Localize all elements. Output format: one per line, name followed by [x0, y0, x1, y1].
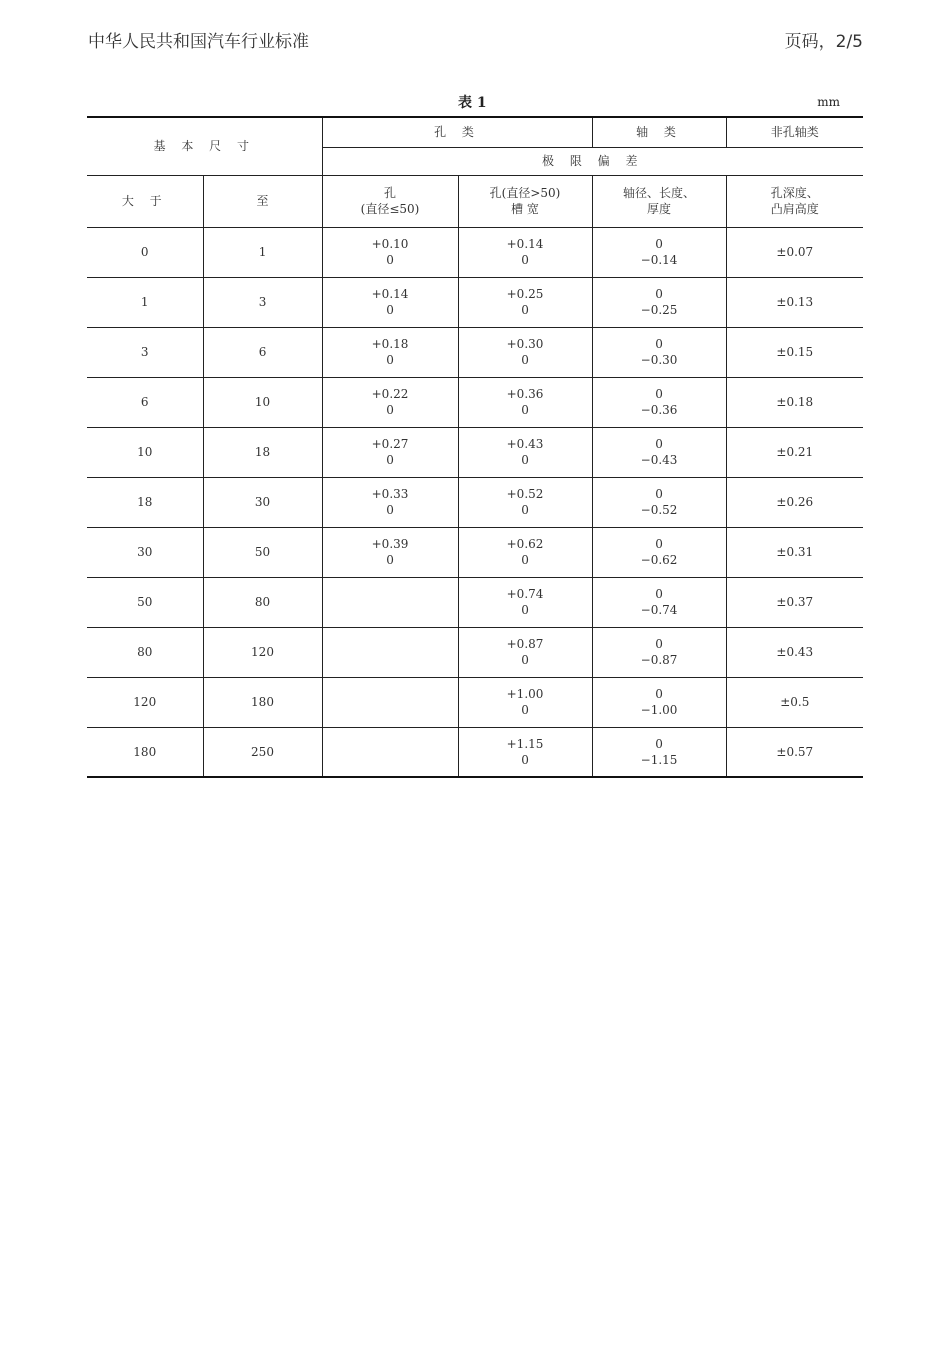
cell-over: 30: [87, 527, 203, 577]
cell-hole-small: [322, 427, 458, 477]
cell-shaft: [592, 427, 726, 477]
cell-hole-big: [458, 527, 592, 577]
cell-over: 6: [87, 377, 203, 427]
cell-hole-big: [458, 627, 592, 677]
table-unit: mm: [817, 95, 840, 109]
page-indicator: 页码，2/5: [784, 32, 863, 52]
header-limit-deviation: 极 限 偏 差: [322, 147, 863, 175]
cell-over: 3: [87, 327, 203, 377]
cell-hole-big-lower: 0: [521, 653, 529, 667]
cell-hole-small-upper: +0.33: [371, 487, 409, 501]
cell-hole-big-lower: 0: [521, 703, 529, 717]
header-hole-small: [322, 175, 458, 227]
cell-hole-small-lower: 0: [386, 253, 394, 267]
header-shaft-line1: 轴径、长度、: [623, 186, 696, 200]
cell-shaft-lower: −0.62: [640, 553, 678, 567]
cell-shaft-upper: 0: [655, 637, 663, 651]
cell-to: 120: [203, 627, 322, 677]
cell-over: 0: [87, 227, 203, 277]
cell-hole-big: [458, 727, 592, 777]
header-non-class: 非孔轴类: [726, 117, 863, 147]
cell-hole-small-upper: +0.22: [371, 387, 409, 401]
cell-non: ±0.21: [726, 427, 863, 477]
cell-shaft-upper: 0: [655, 237, 663, 251]
table-row: [87, 327, 863, 377]
cell-to: 180: [203, 677, 322, 727]
cell-hole-big-upper: +0.43: [506, 437, 544, 451]
cell-to: 18: [203, 427, 322, 477]
cell-hole-big-lower: 0: [521, 752, 529, 767]
cell-shaft: [592, 527, 726, 577]
cell-shaft-upper: 0: [655, 337, 663, 351]
cell-hole-small: [322, 477, 458, 527]
cell-hole-big-lower: 0: [521, 553, 529, 567]
header-to: 至: [203, 175, 322, 227]
cell-hole-big-upper: +0.87: [506, 637, 544, 651]
header-hole-big-line1: 孔(直径>50): [489, 186, 561, 200]
cell-over: 80: [87, 627, 203, 677]
cell-hole-big-upper: +1.00: [506, 687, 544, 701]
cell-to: 10: [203, 377, 322, 427]
cell-non: ±0.13: [726, 277, 863, 327]
cell-to: 6: [203, 327, 322, 377]
cell-over: 50: [87, 577, 203, 627]
cell-hole-big-lower: 0: [521, 503, 529, 517]
header-hole-big-line2: 槽 宽: [511, 202, 539, 216]
cell-hole-small-upper: +0.10: [371, 237, 409, 251]
table-row: [87, 277, 863, 327]
cell-non: ±0.18: [726, 377, 863, 427]
cell-to: 30: [203, 477, 322, 527]
document-title: 中华人民共和国汽车行业标准: [88, 32, 309, 52]
cell-shaft: [592, 577, 726, 627]
header-non-line2: 凸肩高度: [770, 202, 819, 216]
cell-to: 250: [203, 727, 322, 777]
cell-hole-big: [458, 577, 592, 627]
cell-to: 3: [203, 277, 322, 327]
cell-shaft-upper: 0: [655, 437, 663, 451]
cell-shaft-upper: 0: [655, 687, 663, 701]
cell-shaft: [592, 277, 726, 327]
cell-shaft: [592, 727, 726, 777]
cell-shaft: [592, 377, 726, 427]
cell-non: ±0.07: [726, 227, 863, 277]
cell-over: 120: [87, 677, 203, 727]
cell-hole-big: [458, 677, 592, 727]
cell-to: 80: [203, 577, 322, 627]
header-hole-big: [458, 175, 592, 227]
cell-shaft-upper: 0: [655, 537, 663, 551]
cell-hole-big-lower: 0: [521, 453, 529, 467]
cell-over: 1: [87, 277, 203, 327]
cell-hole-small-upper: +0.18: [371, 337, 409, 351]
cell-shaft-lower: −0.74: [640, 603, 678, 617]
cell-shaft-lower: −0.87: [640, 653, 678, 667]
table-row: [87, 627, 863, 677]
cell-shaft-upper: 0: [655, 387, 663, 401]
table-row: [87, 527, 863, 577]
header-over: 大 于: [87, 175, 203, 227]
cell-shaft-lower: −0.43: [640, 453, 678, 467]
cell-hole-big: [458, 477, 592, 527]
table-row: [87, 677, 863, 727]
header-basic-size: 基 本 尺 寸: [87, 117, 322, 175]
cell-hole-small-lower: 0: [386, 503, 394, 517]
cell-hole-small: [322, 327, 458, 377]
header-hole-small-line2: (直径≤50): [360, 202, 420, 216]
header-shaft-line2: 厚度: [647, 202, 672, 216]
table-caption: 表 1: [458, 95, 487, 111]
cell-shaft: [592, 227, 726, 277]
cell-shaft-upper: 0: [655, 487, 663, 501]
cell-hole-small-upper: +0.14: [371, 287, 409, 301]
table-row: [87, 377, 863, 427]
cell-hole-small-lower: 0: [386, 453, 394, 467]
table-row: [87, 477, 863, 527]
cell-shaft-lower: −0.14: [640, 253, 678, 267]
cell-shaft-lower: −1.00: [640, 703, 678, 717]
cell-hole-big: [458, 377, 592, 427]
table-row: [87, 427, 863, 477]
cell-over: 18: [87, 477, 203, 527]
cell-shaft-lower: −0.30: [640, 353, 678, 367]
table-row: [87, 227, 863, 277]
cell-hole-big-upper: +1.15: [506, 736, 544, 751]
cell-hole-big-upper: +0.52: [506, 487, 544, 501]
cell-hole-big-lower: 0: [521, 403, 529, 417]
header-shaft: [592, 175, 726, 227]
cell-non: ±0.15: [726, 327, 863, 377]
cell-hole-small: [322, 727, 458, 777]
cell-non: ±0.57: [726, 727, 863, 777]
cell-non: ±0.43: [726, 627, 863, 677]
cell-hole-small: [322, 577, 458, 627]
cell-hole-small: [322, 527, 458, 577]
table-row: [87, 577, 863, 627]
cell-shaft-lower: −0.25: [640, 303, 678, 317]
cell-hole-big-lower: 0: [521, 353, 529, 367]
cell-over: 10: [87, 427, 203, 477]
cell-hole-small-upper: +0.39: [371, 537, 409, 551]
cell-hole-big-upper: +0.14: [506, 237, 544, 251]
header-non-line1: 孔深度、: [770, 186, 819, 200]
cell-non: ±0.5: [726, 677, 863, 727]
cell-shaft: [592, 327, 726, 377]
cell-hole-big: [458, 227, 592, 277]
cell-shaft-upper: 0: [655, 736, 663, 751]
cell-hole-small-lower: 0: [386, 353, 394, 367]
cell-hole-big: [458, 327, 592, 377]
cell-hole-big-upper: +0.30: [506, 337, 544, 351]
cell-hole-small-upper: +0.27: [371, 437, 409, 451]
cell-shaft-upper: 0: [655, 287, 663, 301]
cell-hole-small: [322, 277, 458, 327]
cell-hole-small: [322, 227, 458, 277]
cell-hole-small: [322, 677, 458, 727]
cell-over: 180: [87, 727, 203, 777]
cell-to: 1: [203, 227, 322, 277]
header-hole-small-line1: 孔: [384, 186, 397, 200]
cell-non: ±0.31: [726, 527, 863, 577]
table-row: [87, 727, 863, 777]
cell-hole-big-upper: +0.25: [506, 287, 544, 301]
cell-hole-small: [322, 377, 458, 427]
cell-hole-big-upper: +0.36: [506, 387, 544, 401]
cell-hole-small-lower: 0: [386, 303, 394, 317]
cell-hole-big: [458, 427, 592, 477]
cell-hole-big-lower: 0: [521, 603, 529, 617]
header-shaft-class: 轴 类: [592, 117, 726, 147]
header-hole-class: 孔 类: [322, 117, 592, 147]
cell-shaft-lower: −0.36: [640, 403, 678, 417]
cell-hole-small-lower: 0: [386, 403, 394, 417]
cell-hole-big-upper: +0.74: [506, 587, 544, 601]
cell-hole-big: [458, 277, 592, 327]
cell-shaft-lower: −0.52: [640, 503, 678, 517]
cell-non: ±0.37: [726, 577, 863, 627]
cell-shaft: [592, 477, 726, 527]
cell-shaft: [592, 627, 726, 677]
cell-hole-big-upper: +0.62: [506, 537, 544, 551]
cell-hole-big-lower: 0: [521, 253, 529, 267]
cell-shaft-upper: 0: [655, 587, 663, 601]
header-non: [726, 175, 863, 227]
cell-to: 50: [203, 527, 322, 577]
cell-hole-big-lower: 0: [521, 303, 529, 317]
cell-shaft: [592, 677, 726, 727]
cell-shaft-lower: −1.15: [640, 752, 678, 767]
tolerance-table: [87, 116, 863, 777]
cell-non: ±0.26: [726, 477, 863, 527]
cell-hole-small: [322, 627, 458, 677]
cell-hole-small-lower: 0: [386, 553, 394, 567]
